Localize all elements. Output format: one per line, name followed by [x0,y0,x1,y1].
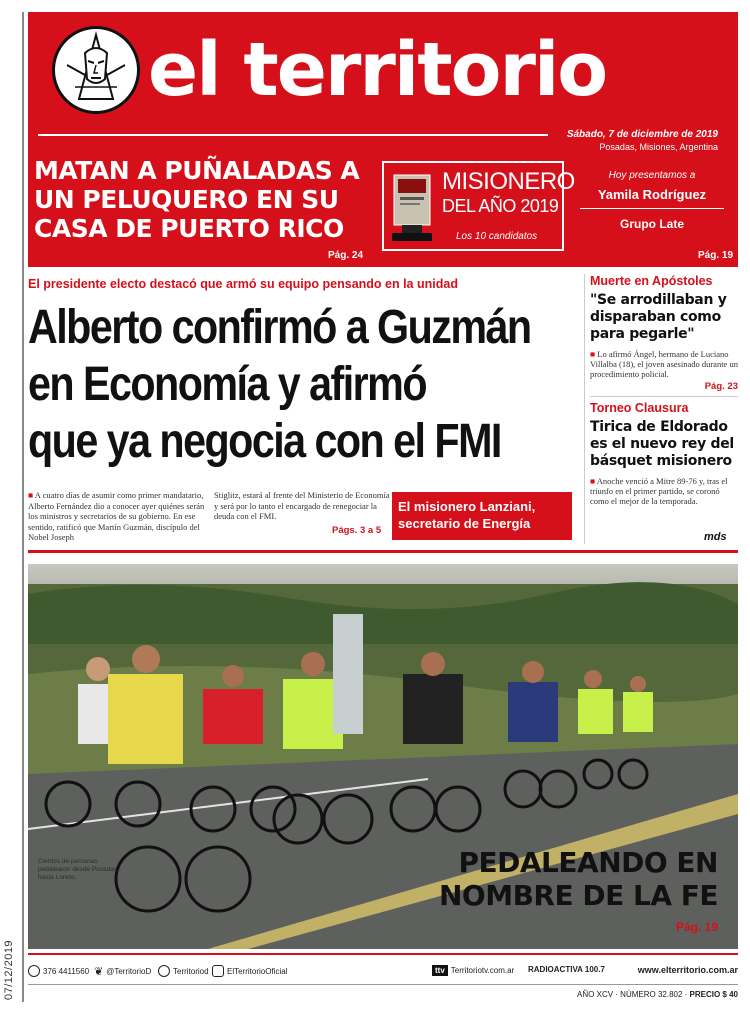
tv-badge: ttv [432,965,448,976]
main-headline-line3: que ya negocia con el FMI [28,415,501,468]
column-divider [584,274,585,544]
main-body-col2: Stiglitz, estará al frente del Ministerio de Economía y será por lo tanto el encargado de renegociar la deuda con el FMI. [214,490,390,521]
edition-date: 07/12/2019 [3,939,15,1000]
clausura-body [590,476,738,506]
logo-emblem-icon [52,26,140,114]
trophy-icon [388,171,436,245]
footer [28,960,738,984]
masthead [28,12,738,267]
promo-subtitle: Los 10 candidatos [456,231,538,242]
masthead-title: el territorio [148,27,607,113]
issue-number: NÚMERO 32.802 [620,990,683,999]
facebook-icon [158,965,170,977]
rc-separator [590,396,738,397]
section-rule [28,550,738,553]
footer-meta: AÑO XCV · NÚMERO 32.802 · PRECIO $ 40 [577,990,738,999]
footer-facebook[interactable] [158,965,209,977]
left-margin [0,0,24,1020]
promo-page-ref: Pág. 19 [698,250,734,261]
main-body-text1: A cuatro días de asumir como primer mandatario, Alberto Fernández dio a conocer ayer quiénes serán los ministros y secretarios de su gobierno. En ese sentido, ratificó que Martín Guzmán, discípulo del Nobel Joseph [28,490,205,542]
main-body-col1 [28,490,206,543]
masthead-place: Posadas, Misiones, Argentina [599,142,718,152]
main-pages-ref: Págs. 3 a 5 [332,525,382,536]
clausura-kicker: Torneo Clausura [590,401,689,415]
lanziani-box[interactable]: El misionero Lanziani, secretario de Energía [392,492,572,540]
teaser-page-ref: Pág. 24 [328,250,364,261]
bullet-square-icon: ■ [28,490,35,500]
mds-badge: mds [704,531,727,543]
edge-line [22,12,24,1002]
photo-caption: Cientos de personas pedalearon desde Posadas hasta Loreto. [38,858,118,881]
footer-radio[interactable] [528,965,605,974]
promo-title-line1: MISIONERO [442,168,575,195]
apostoles-body [590,349,738,379]
clausura-headline: Tirica de Eldorado es el nuevo rey del básquet misionero [590,419,734,469]
main-headline-line1: Alberto confirmó a Guzmán [28,301,531,354]
whatsapp-icon [28,965,40,977]
promo-intro: Hoy presentamos a [608,170,696,181]
promo-candidate-name: Yamila Rodríguez [580,187,724,209]
promo-title-line2: DEL AÑO 2019 [442,196,559,216]
radio-name: RADIOACTIVA 100.7 [528,965,605,974]
main-headline-line2: en Economía y afirmó [28,358,427,411]
footer-twitter[interactable] [94,965,151,978]
main-headline[interactable] [28,299,531,470]
facebook-handle: Territoriod [173,966,209,976]
tv-site: Territoriotv.com.ar [450,966,515,975]
teaser-headline[interactable]: MATAN A PUÑALADAS A UN PELUQUERO EN SU CASA DE PUERTO RICO [34,156,360,243]
footer-rule [28,984,738,985]
promo-candidate-group: Grupo Late [619,217,684,231]
price-label: PRECIO $ 40 [689,990,738,999]
masthead-rule [38,134,548,136]
instagram-icon [212,965,224,977]
masthead-date: Sábado, 7 de diciembre de 2019 [566,129,718,140]
apostoles-page-ref: Pág. 23 [704,381,738,392]
footer-tv[interactable] [432,965,514,976]
photo-page-ref: Pág. 19 [675,920,718,934]
cyclists-photo[interactable] [28,564,738,949]
instagram-handle: ElTerritorioOficial [227,966,288,976]
bullet-square-icon: ■ [590,349,598,359]
photo-headline-line2: NOMBRE DE LA FE [438,879,718,912]
promo-candidate[interactable] [572,170,732,231]
footer-rule-top [28,953,738,955]
whatsapp-number: 376 4411560 [43,966,90,976]
apostoles-headline: "Se arrodillaban y disparaban como para pegarle" [590,292,727,342]
twitter-icon: ❦ [94,966,104,978]
apostoles-kicker: Muerte en Apóstoles [590,274,713,288]
footer-whatsapp[interactable] [28,965,89,977]
footer-url[interactable]: www.elterritorio.com.ar [637,965,738,975]
footer-instagram[interactable] [212,965,287,977]
twitter-handle: @TerritorioD [106,967,152,976]
front-page [28,12,738,1012]
clausura-body-text: Anoche venció a Mitre 89-76 y, tras el triunfo en el primer partido, se coronó como el mejor de la temporada. [590,476,728,506]
main-kicker: El presidente electo destacó que armó su equipo pensando en la unidad [28,277,458,291]
photo-headline[interactable] [439,846,718,912]
year-label: AÑO XCV [577,990,614,999]
misionero-del-ano-promo[interactable] [382,161,575,251]
photo-headline-line1: PEDALEANDO EN [458,846,718,879]
bullet-square-icon: ■ [590,476,597,486]
apostoles-body-text: Lo afirmó Ángel, hermano de Luciano Villalba (18), el joven asesinado durante un procedimiento policial. [590,349,738,379]
story-apostoles[interactable] [590,274,738,506]
